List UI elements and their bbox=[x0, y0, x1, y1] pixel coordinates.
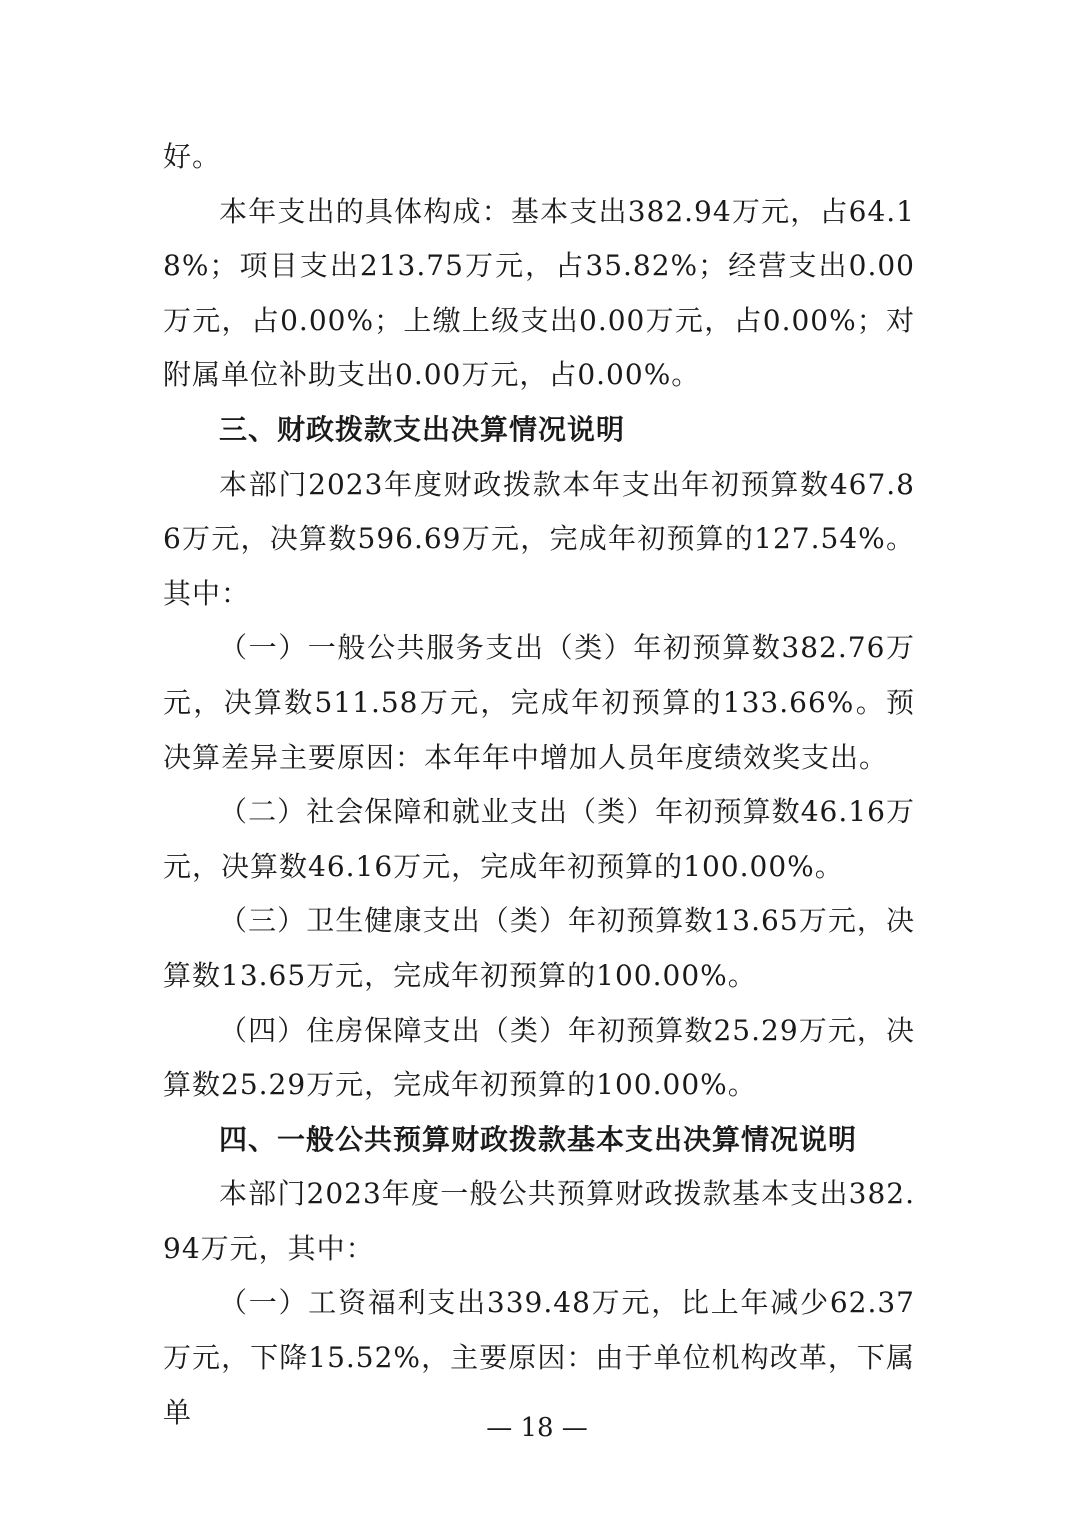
paragraph-health: （三）卫生健康支出（类）年初预算数13.65万元，决算数13.65万元，完成年初预算的100.00%。 bbox=[163, 904, 915, 992]
paragraph-fiscal-appropriation-summary: 本部门2023年度财政拨款本年支出年初预算数467.86万元，决算数596.69万元，完成年初预算的127.54%。其中： bbox=[163, 467, 915, 610]
paragraph-social-security: （二）社会保障和就业支出（类）年初预算数46.16万元，决算数46.16万元，完成年初预算的100.00%。 bbox=[163, 795, 915, 883]
section-heading-3: 三、财政拨款支出决算情况说明 bbox=[219, 412, 626, 446]
page-number: — 18 — bbox=[486, 1413, 588, 1443]
paragraph-housing: （四）住房保障支出（类）年初预算数25.29万元，决算数25.29万元，完成年初预算的100.00%。 bbox=[163, 1013, 915, 1102]
paragraph-continuation: 好。 bbox=[163, 140, 222, 173]
body-text bbox=[163, 130, 915, 1440]
paragraph-wages-welfare: （一）工资福利支出339.48万元，比上年减少62.37万元，下降15.52%，主要原因：由于单位机构改革，下属单 bbox=[163, 1286, 915, 1429]
section-heading-4: 四、一般公共预算财政拨款基本支出决算情况说明 bbox=[219, 1122, 858, 1156]
paragraph-general-public-services: （一）一般公共服务支出（类）年初预算数382.76万元，决算数511.58万元，完成年初预算的133.66%。预决算差异主要原因：本年年中增加人员年度绩效奖支出。 bbox=[163, 631, 915, 774]
paragraph-basic-expenditure-summary: 本部门2023年度一般公共预算财政拨款基本支出382.94万元，其中： bbox=[163, 1177, 915, 1265]
paragraph-expenditure-composition: 本年支出的具体构成：基本支出382.94万元，占64.18%；项目支出213.75万元，占35.82%；经营支出0.00万元，占0.00%；上缴上级支出0.00万元，占0.00%；对附属单位补助支出0.00万元，占0.00%。 bbox=[163, 194, 915, 392]
